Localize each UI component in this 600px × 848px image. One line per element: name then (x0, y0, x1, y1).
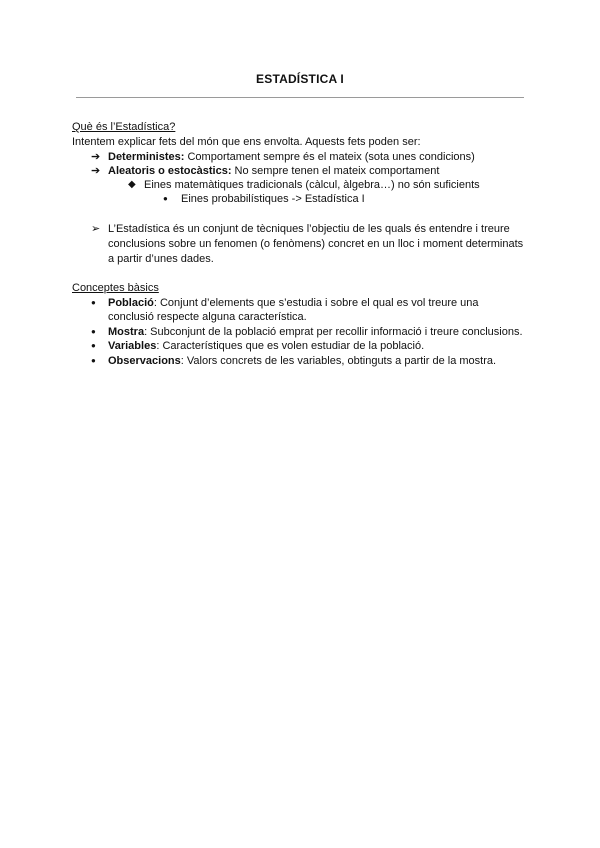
definition-line-3: a partir d’unes dades. (108, 253, 214, 265)
concept-item-mostra (108, 325, 523, 339)
poblacio-text-continued: conclusió respecte alguna característica. (108, 311, 307, 323)
document-title: ESTADÍSTICA I (256, 72, 344, 86)
definition-line-2: conclusions sobre un fenomen (o fenòmens) concret en un lloc i moment determinats (108, 238, 524, 250)
term-aleatoris: Aleatoris o estocàstics: (108, 165, 232, 177)
chevron-arrow-icon: ➢ (91, 223, 101, 235)
definition-line-1: L’Estadística és un conjunt de tècniques l’objectiu de les quals és entendre i treure (108, 223, 510, 235)
bullet-dot-icon: ● (91, 327, 96, 336)
diamond-icon: ◆ (128, 179, 136, 190)
term-poblacio: Població (108, 297, 154, 309)
bullet-dot-icon: ● (163, 194, 168, 203)
concept-item-observacions (108, 354, 496, 368)
observacions-text: : Valors concrets de les variables, obtinguts a partir de la mostra. (180, 355, 497, 367)
concept-item-poblacio (108, 296, 479, 310)
bullet-dot-icon: ● (91, 298, 96, 307)
intro-text: Intentem explicar fets del món que ens envolta. Aquests fets poden ser: (72, 136, 421, 148)
deterministes-text: Comportament sempre és el mateix (sota unes condicions) (184, 151, 475, 163)
concept-item-variables (108, 339, 424, 353)
section-heading-conceptes: Conceptes bàsics (72, 282, 159, 294)
bullet-dot-icon: ● (91, 356, 96, 365)
mostra-text: : Subconjunt de la població emprat per recollir informació i treure conclusions. (144, 326, 523, 338)
section-heading-what-is: Què és l’Estadística? (72, 121, 176, 133)
term-observacions: Observacions (108, 355, 181, 367)
arrow-icon: ➔ (91, 165, 101, 177)
aleatoris-text: No sempre tenen el mateix comportament (231, 165, 440, 177)
variables-text: : Característiques que es volen estudiar de la població. (156, 340, 425, 352)
bullet-dot-icon: ● (91, 341, 96, 350)
list-item-eines-probabilistiques: Eines probabilístiques -> Estadística I (181, 193, 365, 205)
list-item-deterministes (108, 150, 475, 164)
poblacio-text: : Conjunt d’elements que s’estudia i sobre el qual es vol treure una (153, 297, 479, 309)
term-mostra: Mostra (108, 326, 145, 338)
term-deterministes: Deterministes: (108, 151, 185, 163)
arrow-icon: ➔ (91, 151, 101, 163)
title-divider (76, 97, 524, 98)
list-item-aleatoris (108, 164, 439, 178)
list-item-eines-matematiques: Eines matemàtiques tradicionals (càlcul, àlgebra…) no són suficients (144, 179, 480, 191)
term-variables: Variables (108, 340, 157, 352)
